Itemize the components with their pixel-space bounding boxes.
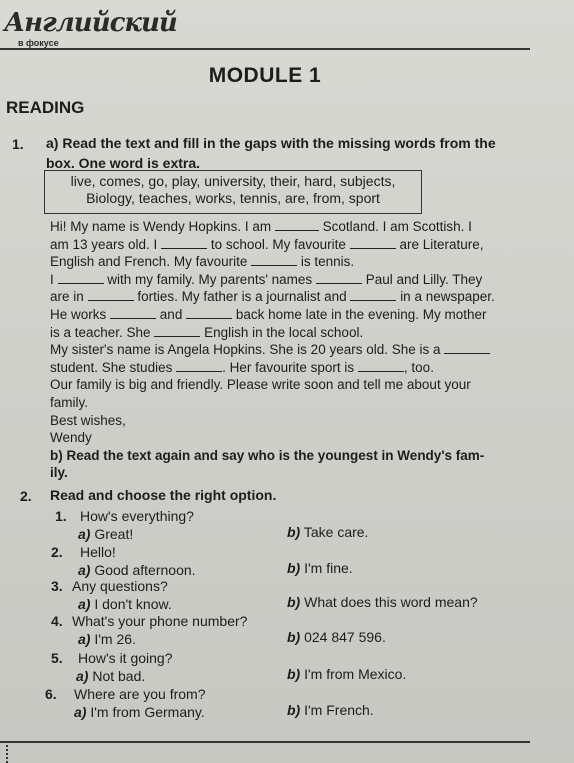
task-1b-line-1: b) Read the text again and say who is the youngest in Wendy's fam- bbox=[50, 447, 485, 463]
option-a-letter: a) bbox=[78, 562, 91, 578]
option-b[interactable] bbox=[287, 560, 353, 576]
footer-dots bbox=[6, 745, 10, 763]
task-2-heading: Read and choose the right option. bbox=[50, 487, 277, 503]
option-b[interactable] bbox=[287, 524, 368, 540]
gap-blank[interactable] bbox=[58, 271, 104, 284]
option-b-letter: b) bbox=[287, 666, 301, 682]
task-1b-line-2: ily. bbox=[50, 465, 68, 481]
question-number: 3. bbox=[51, 578, 63, 594]
option-a[interactable] bbox=[78, 562, 196, 578]
text-line: am 13 years old. I to school. My favourite are Literature, bbox=[50, 236, 484, 252]
question-text: Hello! bbox=[80, 544, 116, 560]
section-title: READING bbox=[6, 98, 85, 117]
option-a-text: Great! bbox=[94, 526, 134, 542]
gap-blank[interactable] bbox=[444, 341, 490, 354]
text-line: My sister's name is Angela Hopkins. She is 20 years old. She is a bbox=[50, 341, 525, 359]
word-box-line-1: live, comes, go, play, university, their, hard, subjects, bbox=[70, 173, 396, 189]
task-2-number: 2. bbox=[20, 488, 32, 504]
question-number: 4. bbox=[51, 613, 63, 629]
text-line: Wendy bbox=[50, 430, 92, 446]
header-divider bbox=[0, 48, 530, 50]
gap-blank[interactable] bbox=[251, 253, 297, 266]
option-b-letter: b) bbox=[287, 629, 301, 645]
gap-blank[interactable] bbox=[88, 288, 134, 301]
option-a-text: Good afternoon. bbox=[94, 562, 196, 578]
task-1-heading-line-1: a) Read the text and fill in the gaps with the missing words from the bbox=[46, 135, 496, 151]
option-a-text: I don't know. bbox=[94, 596, 172, 612]
text-line: Hi! My name is Wendy Hopkins. I am Scotland. I am Scottish. I bbox=[50, 219, 472, 234]
task-1-heading-line-2: box. One word is extra. bbox=[46, 155, 201, 171]
task-1-number: 1. bbox=[12, 136, 24, 152]
text-line: Our family is big and friendly. Please write soon and tell me about your bbox=[50, 377, 471, 393]
question-text: What's your phone number? bbox=[72, 613, 248, 629]
logo-subtitle: в фокусе bbox=[18, 38, 59, 48]
text-line: English and French. My favourite is tennis. bbox=[50, 254, 355, 270]
option-a-letter: a) bbox=[74, 704, 87, 720]
gap-blank[interactable] bbox=[275, 218, 319, 231]
gap-blank[interactable] bbox=[316, 271, 362, 284]
text-line: family. bbox=[50, 394, 89, 410]
option-a-text: Not bad. bbox=[92, 668, 146, 684]
option-b[interactable] bbox=[287, 702, 374, 718]
publisher-logo bbox=[4, 8, 177, 48]
footer-divider bbox=[0, 741, 530, 743]
gap-blank[interactable] bbox=[161, 236, 207, 249]
module-title: MODULE 1 bbox=[208, 64, 322, 87]
option-b-text: I'm French. bbox=[304, 702, 374, 718]
option-b-text: 024 847 596. bbox=[304, 629, 386, 645]
question-text: Any questions? bbox=[72, 578, 168, 594]
question-text: Where are you from? bbox=[74, 686, 206, 702]
option-a[interactable] bbox=[76, 668, 145, 684]
option-a-letter: a) bbox=[76, 668, 89, 684]
option-b-letter: b) bbox=[287, 524, 301, 540]
option-a[interactable] bbox=[78, 596, 172, 612]
question-text: How's everything? bbox=[80, 508, 194, 524]
option-b-letter: b) bbox=[287, 702, 301, 718]
gap-blank[interactable] bbox=[350, 288, 396, 301]
text-line: are in forties. My father is a journalist and in a newspaper. bbox=[50, 289, 495, 305]
option-a-letter: a) bbox=[78, 526, 91, 542]
gap-blank[interactable] bbox=[176, 359, 222, 372]
task-1-heading bbox=[46, 133, 526, 173]
option-b-text: Take care. bbox=[303, 524, 369, 540]
gap-blank[interactable] bbox=[350, 236, 396, 249]
option-b-text: I'm from Mexico. bbox=[304, 666, 407, 682]
question-number: 5. bbox=[51, 650, 63, 666]
option-a-text: I'm from Germany. bbox=[90, 704, 205, 720]
text-line: Best wishes, bbox=[50, 412, 126, 428]
reading-text bbox=[50, 218, 525, 482]
option-b[interactable] bbox=[287, 594, 478, 610]
question-text: How's it going? bbox=[78, 650, 173, 666]
option-b-text: I'm fine. bbox=[304, 560, 353, 576]
option-a[interactable] bbox=[74, 704, 205, 720]
question-number: 6. bbox=[45, 686, 57, 702]
option-a-text: I'm 26. bbox=[94, 631, 136, 647]
logo-word: Английский bbox=[4, 8, 177, 38]
word-box bbox=[44, 170, 422, 214]
text-line: I with my family. My parents' names Paul and Lilly. They bbox=[50, 271, 483, 287]
option-b[interactable] bbox=[287, 629, 386, 645]
gap-blank[interactable] bbox=[186, 306, 232, 319]
option-a[interactable] bbox=[78, 526, 133, 542]
option-a[interactable] bbox=[78, 631, 136, 647]
option-b-text: What does this word mean? bbox=[304, 594, 478, 610]
question-number: 1. bbox=[55, 508, 67, 524]
text-line: He works and back home late in the evening. My mother bbox=[50, 306, 487, 322]
option-b-letter: b) bbox=[287, 594, 301, 610]
option-b[interactable] bbox=[287, 666, 406, 682]
text-line: student. She studies . Her favourite sport is , too. bbox=[50, 359, 434, 375]
word-box-line-2: Biology, teaches, works, tennis, are, from, sport bbox=[86, 190, 380, 206]
gap-blank[interactable] bbox=[110, 306, 156, 319]
option-a-letter: a) bbox=[78, 631, 91, 647]
option-a-letter: a) bbox=[78, 596, 91, 612]
text-line: is a teacher. She English in the local school. bbox=[50, 324, 364, 340]
gap-blank[interactable] bbox=[358, 359, 404, 372]
gap-blank[interactable] bbox=[154, 324, 200, 337]
option-b-letter: b) bbox=[287, 560, 301, 576]
question-number: 2. bbox=[51, 544, 63, 560]
